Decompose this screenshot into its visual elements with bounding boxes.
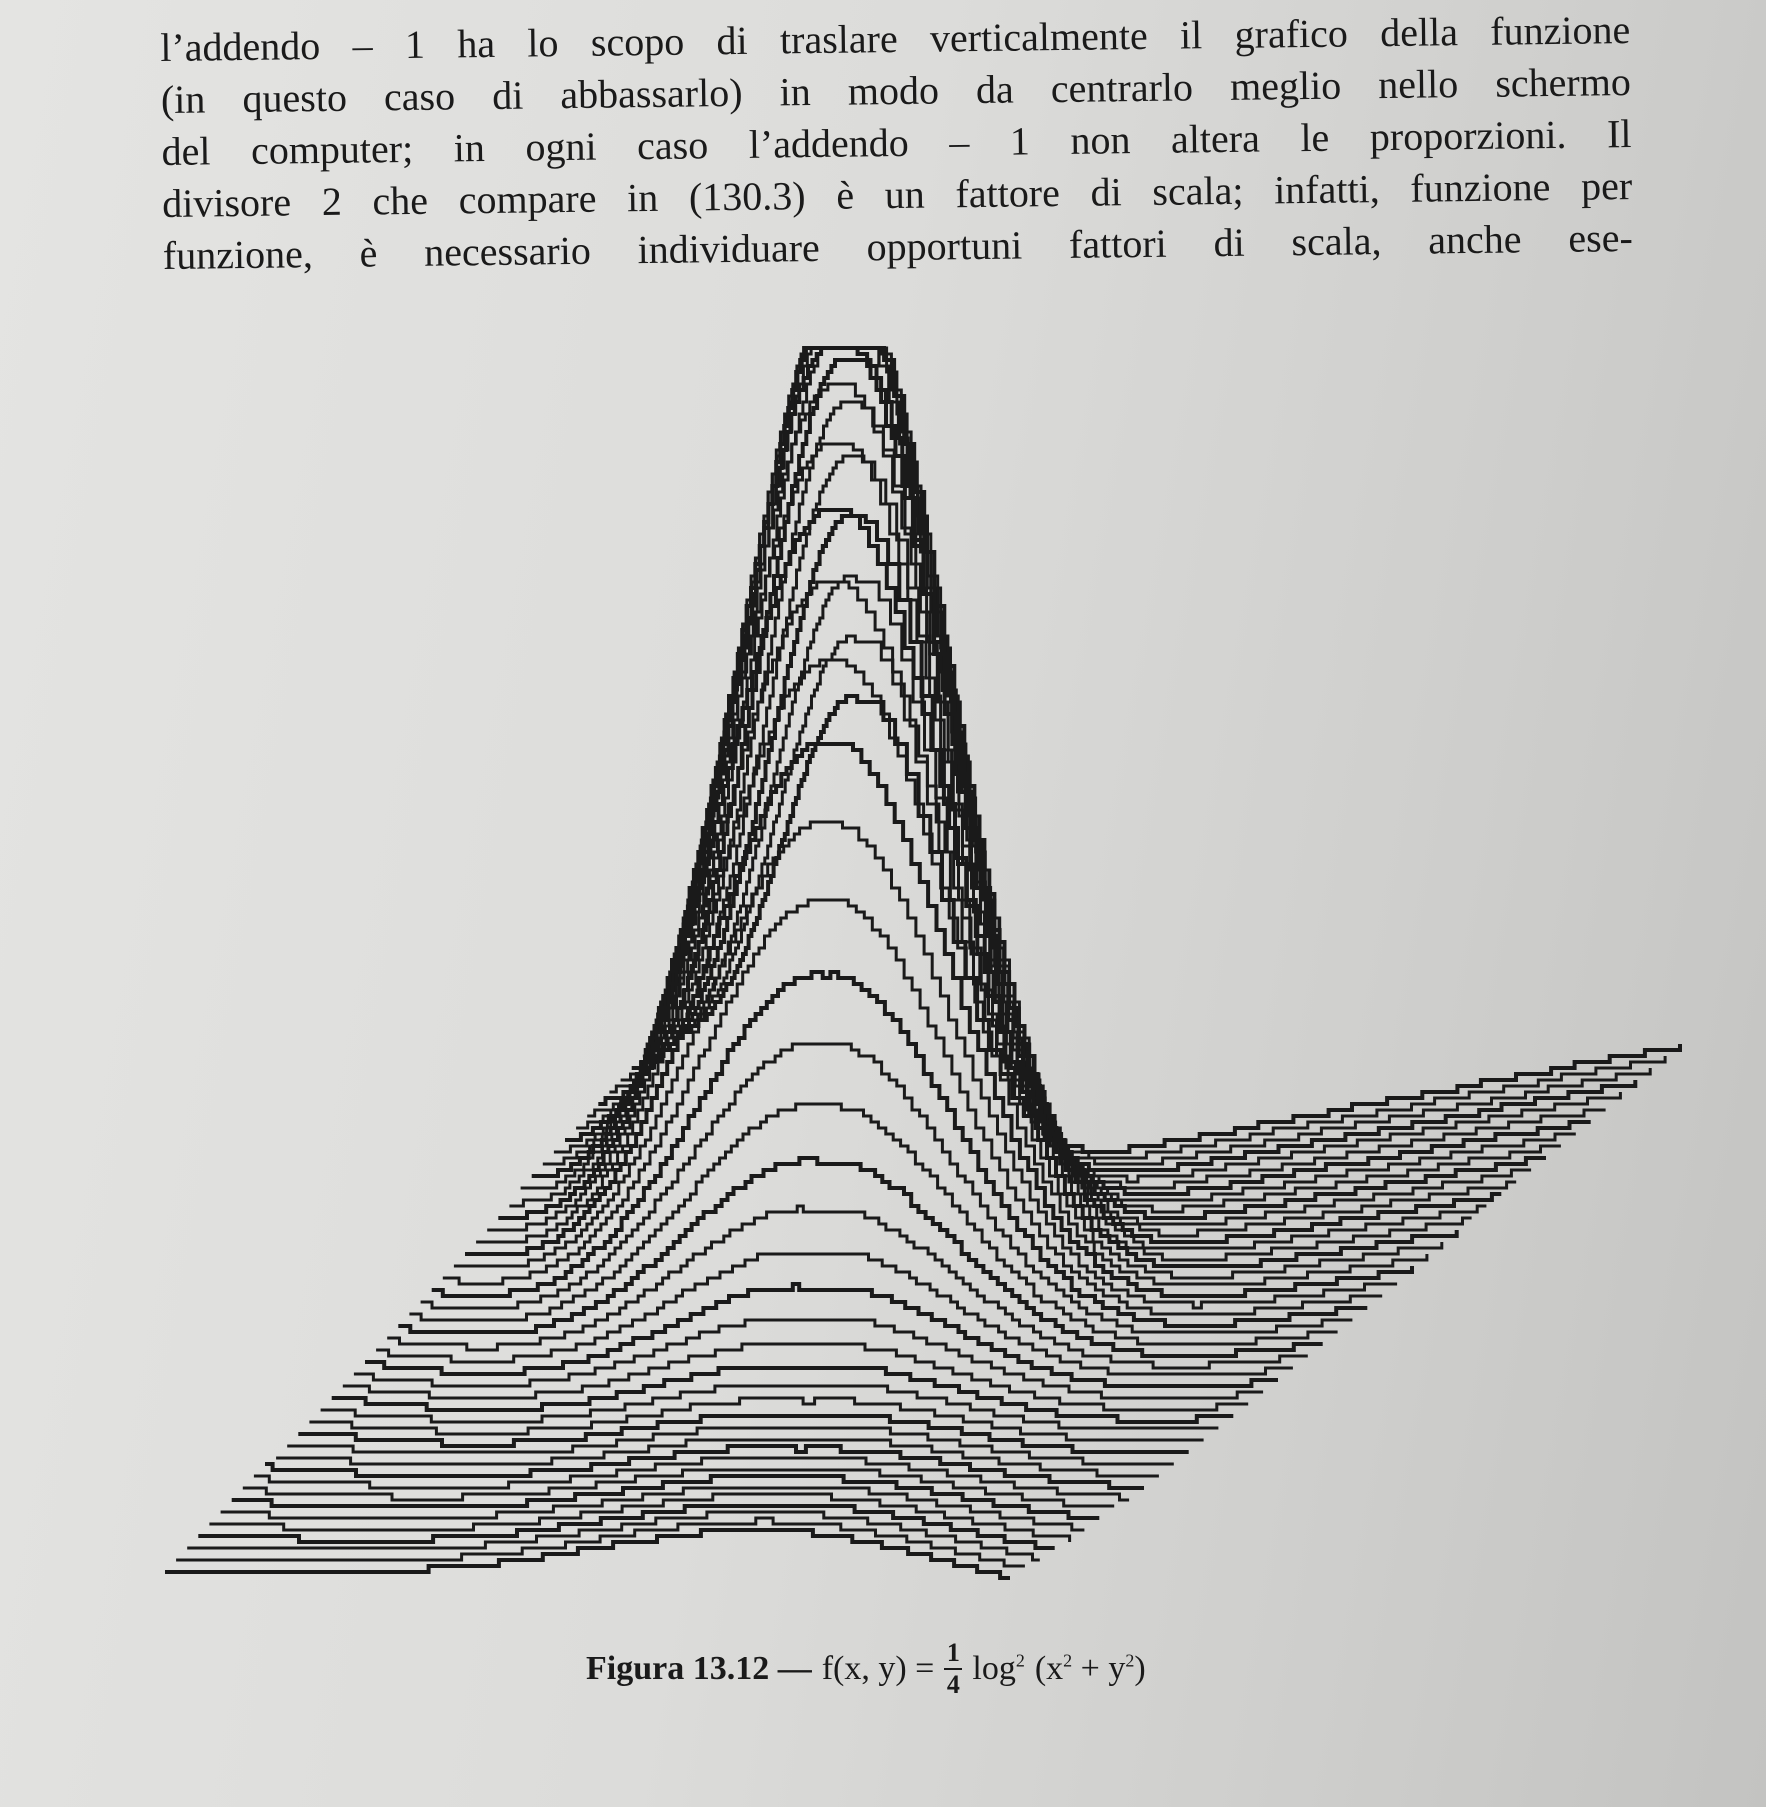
surface-trace [643,576,1650,1164]
surface-trace [665,696,1680,1152]
text-line: funzione, è necessario individuare opportuni fattori di scala, anche ese- [162,215,1634,278]
surface-trace [365,1284,1278,1386]
fraction [944,1640,962,1698]
text-line: (in questo caso di abbassarlo) in modo da centrarlo meglio nello schermo [160,59,1632,122]
fraction-numerator: 1 [946,1638,960,1667]
fraction-denominator: 4 [946,1670,960,1699]
formula-function: $\log^2$ [972,1650,1025,1687]
surface-trace [598,360,1590,1194]
figure-caption [586,1640,1146,1698]
formula-argument: $(x^2 + y^2)$ [1034,1650,1146,1687]
surface-trace [332,1368,1234,1422]
surface-trace [343,1344,1248,1410]
figure-label: Figura 13.12 — [586,1650,812,1687]
surface-trace [576,348,1561,1212]
surface-trace [509,444,1471,1260]
formula-lhs: f(x, y) = [821,1650,935,1687]
text-line: divisore 2 che compare in (130.3) è un fattore di scala; infatti, funzione per [161,163,1633,226]
surface-trace [587,348,1576,1200]
text-line: l’addendo – 1 ha lo scopo di traslare verticalmente il grafico della funzione [160,7,1631,70]
text-line: del computer; in ogni caso l’addendo – 1 non altera le proporzioni. Il [161,111,1632,174]
